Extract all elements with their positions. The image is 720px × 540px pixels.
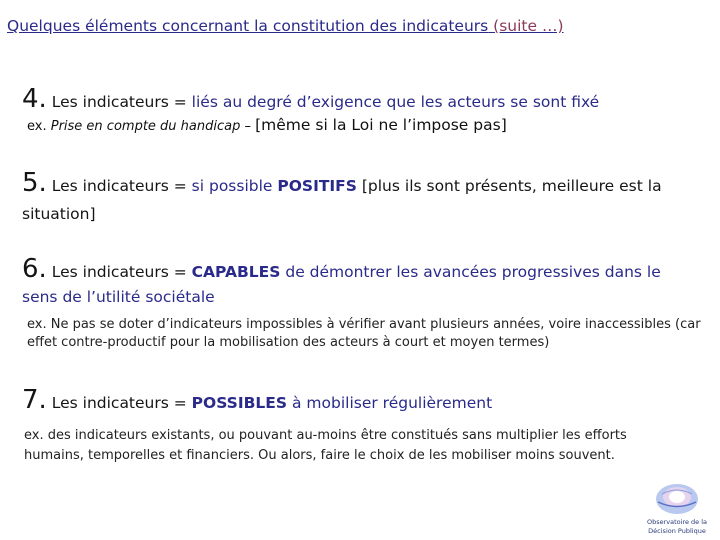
page-title (7, 15, 707, 37)
item-5-heading (22, 168, 662, 198)
example-rest: [même si la Loi ne l’impose pas] (255, 116, 507, 134)
example-prefix: ex. (27, 119, 51, 134)
item-6-continuation: sens de l’utilité sociétale (22, 288, 215, 306)
item-number: 5. (22, 168, 47, 198)
logo-line2: Décision Publique (648, 527, 706, 535)
item-emphasis: de démontrer les avancées progressives dans le (280, 263, 661, 281)
item-7-example-line2: humains, temporelles et financiers. Ou alors, faire le choix de les mobiliser moins souvent. (24, 448, 615, 463)
item-6-example-line2: effet contre-productif pour la mobilisation des acteurs à court et moyen termes) (27, 335, 550, 350)
globe-icon (646, 480, 708, 516)
item-lead: Les indicateurs = (46, 394, 192, 412)
item-lead: Les indicateurs = (46, 263, 192, 281)
item-4-example (27, 116, 507, 134)
item-lead: Les indicateurs = (46, 93, 192, 111)
item-number: 7. (22, 385, 47, 415)
item-emphasis: si possible (191, 177, 278, 195)
example-italic: Prise en compte du handicap – (50, 119, 256, 134)
item-emphasis-bold: CAPABLES (191, 263, 281, 281)
item-7-example-line1: ex. des indicateurs existants, ou pouvant au-moins être constitués sans multiplier les efforts (24, 428, 627, 443)
item-7-heading (22, 385, 492, 415)
item-number: 6. (22, 254, 47, 284)
item-emphasis-bold: POSSIBLES (191, 394, 288, 412)
item-4-heading (22, 84, 599, 114)
item-5-continuation: situation] (22, 205, 96, 223)
title-main: Quelques éléments concernant la constitution des indicateurs (7, 17, 489, 35)
title-suite: (suite …) (488, 17, 564, 35)
item-lead: Les indicateurs = (46, 177, 192, 195)
item-6-heading (22, 254, 661, 284)
item-6-example-line1: ex. Ne pas se doter d’indicateurs impossibles à vérifier avant plusieurs années, voire inaccessibles (car (27, 317, 701, 332)
observatoire-logo (646, 480, 708, 538)
item-number: 4. (22, 84, 47, 114)
item-emphasis: à mobiliser régulièrement (287, 394, 493, 412)
logo-line1: Observatoire de la (646, 518, 708, 526)
item-emphasis: liés au degré d’exigence que les acteurs se sont fixé (191, 93, 600, 111)
item-rest: [plus ils sont présents, meilleure est la (356, 177, 662, 195)
item-emphasis-bold: POSITIFS (277, 177, 357, 195)
